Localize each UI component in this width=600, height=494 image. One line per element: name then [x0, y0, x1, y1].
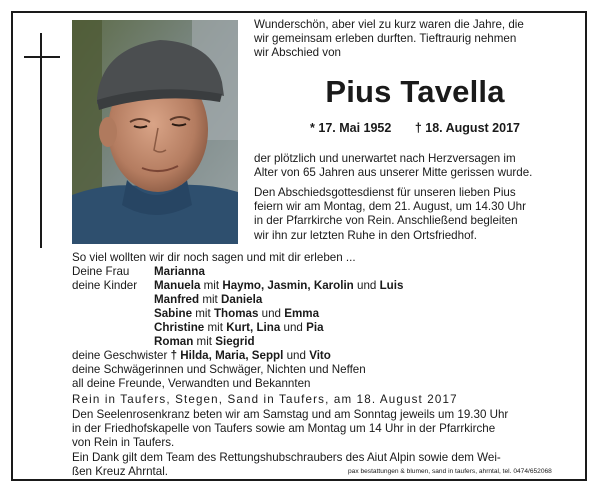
- intro-text: [254, 18, 576, 61]
- family-entry: Sabine mit Thomas und Emma: [154, 307, 320, 320]
- death-date: † 18. August 2017: [414, 121, 520, 135]
- portrait-photo: [72, 20, 238, 244]
- funeral-line: feiern wir am Montag, dem 21. August, um 14.30 Uhr: [254, 200, 526, 214]
- sovi-line: So viel wollten wir dir noch sagen und mit dir erleben ...: [72, 251, 356, 264]
- family-siblings: deine Geschwister † Hilda, Maria, Seppl und Vito: [72, 349, 331, 362]
- cause-text: [254, 152, 576, 180]
- rosary-line: von Rein in Taufers.: [72, 436, 175, 450]
- cross-icon: [40, 33, 42, 248]
- thanks-line: ßen Kreuz Ahrntal.: [72, 464, 169, 478]
- intro-line: wir gemeinsam erleben durften. Tieftraurig nehmen: [254, 32, 517, 46]
- funeral-text: [254, 186, 576, 243]
- family-name: Marianna: [154, 265, 205, 278]
- family-entry: Manuela mit Haymo, Jasmin, Karolin und Luis: [154, 279, 404, 292]
- life-dates: [254, 121, 576, 135]
- family-entry: Manfred mit Daniela: [154, 293, 263, 306]
- funeral-line: in der Pfarrkirche von Rein. Anschließend begleiten: [254, 214, 518, 228]
- intro-line: wir Abschied von: [254, 46, 341, 60]
- funeral-line: Den Abschiedsgottesdienst für unseren lieben Pius: [254, 186, 516, 199]
- rosary-line: in der Friedhofskapelle von Taufers sowie am Montag um 14 Uhr in der Pfarrkirche: [72, 422, 496, 436]
- family-friends: all deine Freunde, Verwandten und Bekannten: [72, 377, 311, 390]
- family-label: Deine Frau: [72, 265, 130, 278]
- intro-line: Wunderschön, aber viel zu kurz waren die Jahre, die: [254, 18, 524, 31]
- funeral-home-credit: pax bestattungen & blumen, sand in taufers, ahrntal, tel. 0474/652068: [348, 468, 552, 475]
- thanks-line: Ein Dank gilt dem Team des Rettungshubschraubers des Aiut Alpin sowie dem Wei-: [72, 450, 501, 464]
- family-label: deine Kinder: [72, 279, 138, 292]
- deceased-name: Pius Tavella: [325, 74, 505, 109]
- family-inlaws: deine Schwägerinnen und Schwäger, Nichten und Neffen: [72, 363, 366, 376]
- cause-line: Alter von 65 Jahren aus unserer Mitte gerissen wurde.: [254, 166, 533, 180]
- family-entry: Roman mit Siegrid: [154, 335, 255, 348]
- cause-line: der plötzlich und unerwartet nach Herzversagen im: [254, 152, 516, 165]
- cross-icon-bar: [24, 56, 60, 58]
- family-entry: Christine mit Kurt, Lina und Pia: [154, 321, 324, 334]
- birth-date: * 17. Mai 1952: [310, 121, 392, 135]
- place-date: Rein in Taufers, Stegen, Sand in Taufers, am 18. August 2017: [72, 393, 458, 406]
- rosary-line: Den Seelenrosenkranz beten wir am Samstag und am Sonntag jeweils um 19.30 Uhr: [72, 408, 509, 421]
- funeral-line: wir ihn zur letzten Ruhe in den Ortsfriedhof.: [254, 228, 477, 242]
